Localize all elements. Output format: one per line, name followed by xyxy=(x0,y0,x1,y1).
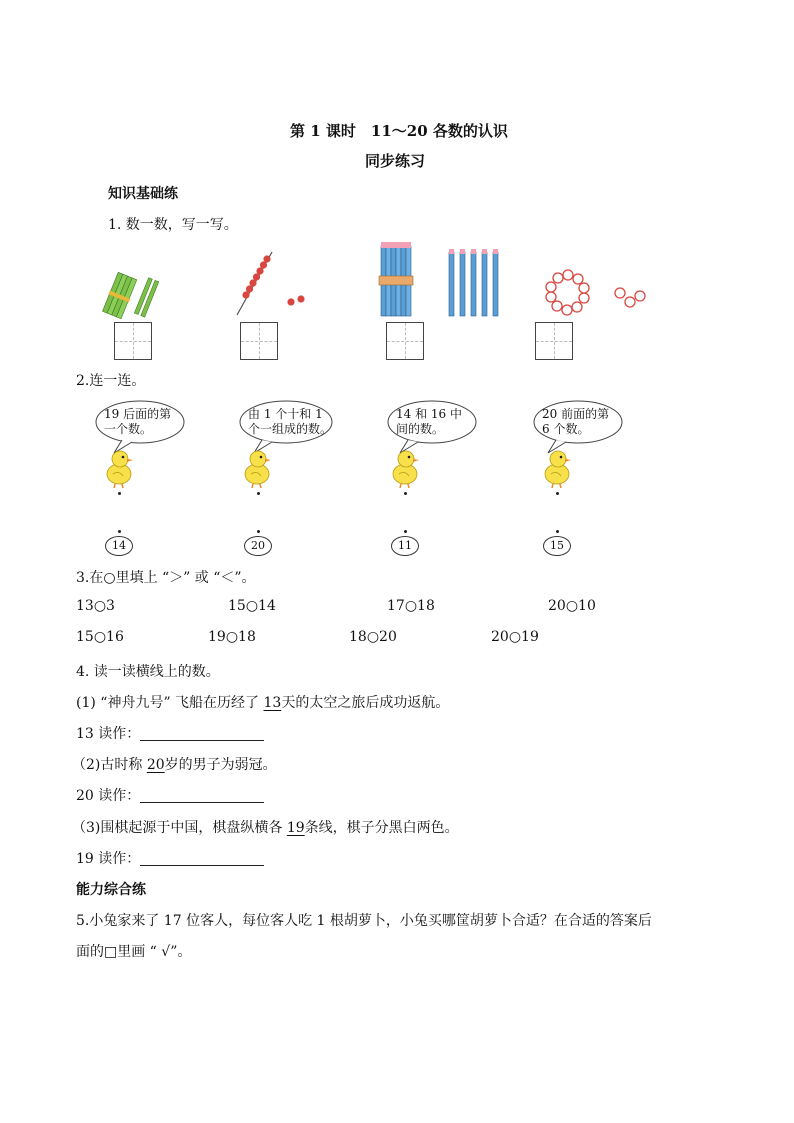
connect-dot-bottom-1[interactable] xyxy=(118,530,121,533)
sentence-3-pre: （3)围棋起源于中国，棋盘纵横各 xyxy=(72,820,287,836)
bubble-text-2: 由 1 个十和 1 个一组成的数。 xyxy=(248,407,333,436)
sentence-1 xyxy=(76,692,449,712)
answer-blank-13[interactable] xyxy=(140,726,264,741)
question-5-line-1: 5.小兔家来了 17 位客人，每位客人吃 1 根胡萝卜，小兔买哪筐胡萝卜合适？在合适的答案后 xyxy=(76,913,652,929)
ring-circle-icon xyxy=(546,270,645,315)
chick-icon xyxy=(389,446,423,488)
compare-item[interactable]: 18○20 xyxy=(349,629,397,645)
section-label-advanced: 能力综合练 xyxy=(76,882,146,898)
connect-dot-bottom-2[interactable] xyxy=(257,530,260,533)
page-subtitle: 同步练习 xyxy=(365,152,426,170)
bubble-text-3: 14 和 16 中间的数。 xyxy=(396,407,462,436)
answer-blank-20[interactable] xyxy=(140,788,264,803)
question-5-line-2: 面的□里画 “ √”。 xyxy=(76,944,192,960)
read-line-3 xyxy=(76,848,264,868)
underlined-number-13: 13 xyxy=(263,695,282,711)
read-line-1 xyxy=(76,723,264,743)
answer-blank-19[interactable] xyxy=(140,851,264,866)
sentence-2 xyxy=(72,754,277,774)
read-label-13: 13 读作： xyxy=(76,726,141,742)
chick-icon xyxy=(241,446,275,488)
connect-dot-top-2[interactable] xyxy=(257,492,260,495)
answer-oval-1: 14 xyxy=(105,536,133,556)
question-4-prompt: 4. 读一读横线上的数。 xyxy=(76,664,220,680)
answer-oval-4: 15 xyxy=(543,536,571,556)
compare-item[interactable]: 20○10 xyxy=(548,598,596,614)
bubble-text-4: 20 前面的第 6 个数。 xyxy=(542,407,610,436)
sentence-2-pre: （2)古时称 xyxy=(72,757,147,773)
bead-skewer-icon xyxy=(237,252,305,315)
underlined-number-19: 19 xyxy=(286,820,305,836)
answer-box-1[interactable] xyxy=(114,322,152,360)
answer-box-2[interactable] xyxy=(240,322,278,360)
sentence-3 xyxy=(72,817,459,837)
chick-icon xyxy=(541,446,575,488)
compare-item[interactable]: 15○16 xyxy=(76,629,124,645)
read-line-2 xyxy=(76,785,264,805)
connect-dot-top-4[interactable] xyxy=(556,492,559,495)
connect-dot-bottom-4[interactable] xyxy=(556,530,559,533)
sentence-1-post: 天的太空之旅后成功返航。 xyxy=(281,695,450,711)
compare-item[interactable]: 17○18 xyxy=(387,598,435,614)
question-3-prompt: 3.在○里填上 “＞” 或 “＜”。 xyxy=(76,570,256,586)
sentence-3-post: 条线，棋子分黑白两色。 xyxy=(304,820,459,836)
pencil-bundle-icon xyxy=(379,242,413,316)
compare-item[interactable]: 13○3 xyxy=(76,598,115,614)
section-label-basic: 知识基础练 xyxy=(108,186,178,202)
answer-oval-2: 20 xyxy=(244,536,272,556)
compare-item[interactable]: 15○14 xyxy=(228,598,276,614)
answer-box-4[interactable] xyxy=(535,322,573,360)
connect-dot-bottom-3[interactable] xyxy=(404,530,407,533)
answer-box-3[interactable] xyxy=(386,322,424,360)
sentence-1-pre: (1) “神舟九号” 飞船在历经了 xyxy=(76,695,264,711)
read-label-19: 19 读作： xyxy=(76,851,141,867)
underlined-number-20: 20 xyxy=(146,757,165,773)
connect-dot-top-3[interactable] xyxy=(404,492,407,495)
question-2-prompt: 2.连一连。 xyxy=(76,373,146,389)
question-1-prompt: 1. 数一数，写一写。 xyxy=(108,217,238,233)
bubble-text-1: 19 后面的第一个数。 xyxy=(104,407,172,436)
sentence-2-post: 岁的男子为弱冠。 xyxy=(164,757,277,773)
counting-illustrations xyxy=(100,240,700,320)
compare-item[interactable]: 19○18 xyxy=(208,629,256,645)
compare-item[interactable]: 20○19 xyxy=(491,629,539,645)
green-stick-bundle-icon xyxy=(102,272,159,319)
read-label-20: 20 读作： xyxy=(76,788,141,804)
connect-dot-top-1[interactable] xyxy=(118,492,121,495)
chick-icon xyxy=(103,446,137,488)
loose-pencils-icon xyxy=(449,249,498,316)
answer-oval-3: 11 xyxy=(391,536,419,556)
page-title: 第 1 课时 11～20 各数的认识 xyxy=(290,122,508,140)
